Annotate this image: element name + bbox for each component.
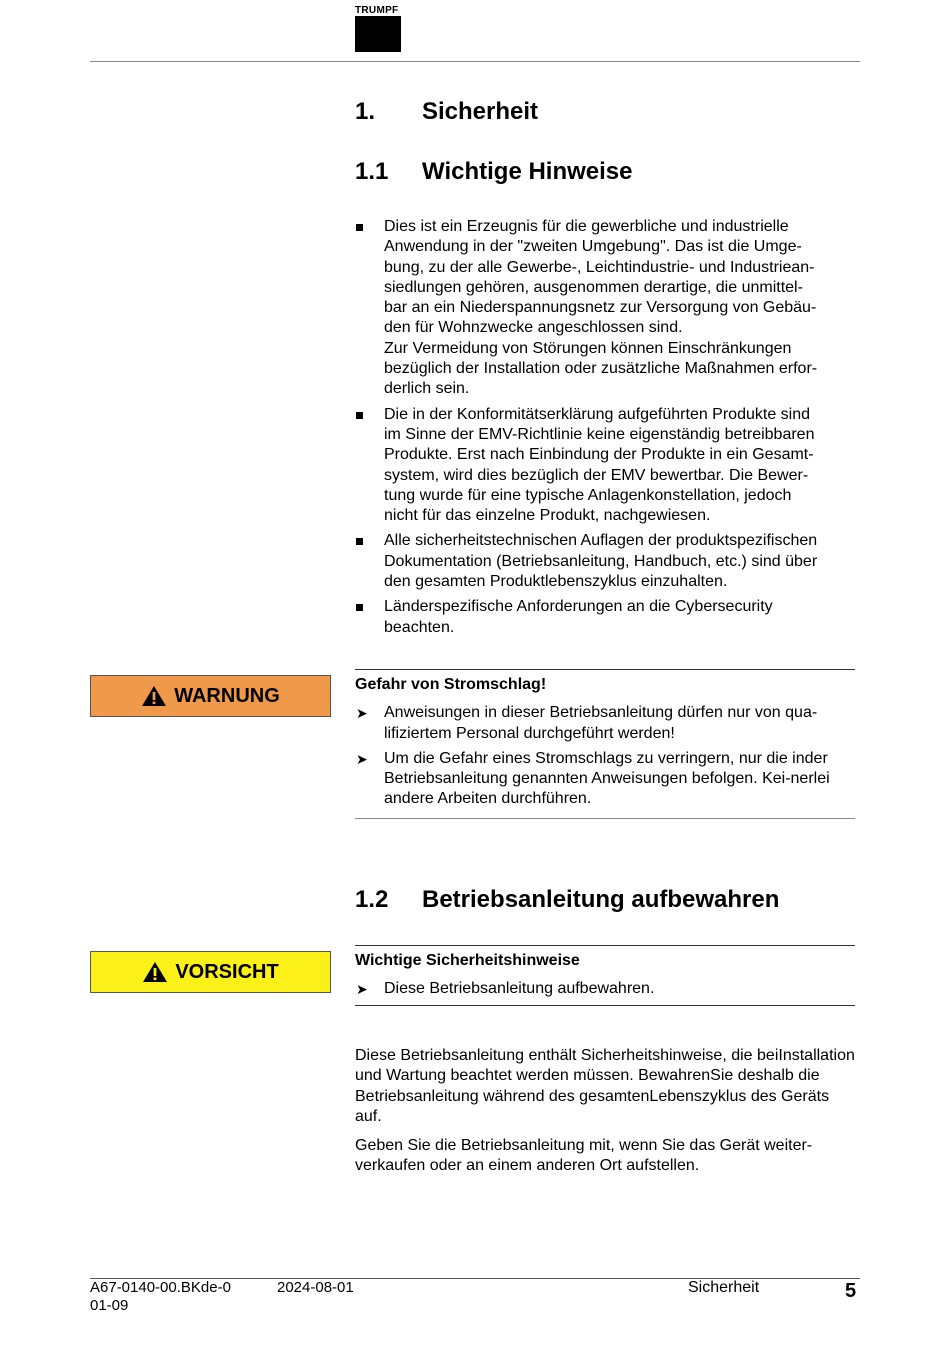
text-line: den für Wohnzwecke angeschlossen sind. [384,319,683,337]
text-line: Diese Betriebsanleitung aufbewahren. [384,980,655,998]
list-item [355,405,860,527]
caution-sign [90,951,331,993]
section-number: 1. [355,98,376,125]
text-line: den gesamten Produktlebenszyklus einzuhalten. [384,573,728,591]
box-bottom-rule [355,1005,855,1006]
bullet-square-icon [356,412,363,419]
text-line: bezüglich der Installation oder zusätzliche Maßnahmen erfor- [384,360,818,378]
logo-block [355,16,401,52]
body-text [355,1046,860,1186]
paragraph [355,1136,860,1177]
warning-triangle-icon [142,961,168,983]
text-line: bung, zu der alle Gewerbe-, Leichtindustrie- und Industriean- [384,258,815,276]
doc-id-line-1: A67-0140-00.BKde-0 [90,1279,231,1296]
text-line: verkaufen oder an einem anderen Ort aufstellen. [355,1157,700,1175]
section-heading-1-2 [355,886,779,914]
warning-title: Gefahr von Stromschlag! [355,676,547,693]
text-line: tung wurde für eine typische Anlagenkonstellation, jedoch [384,486,792,504]
box-top-rule [355,669,855,670]
text-line: siedlungen gehören, ausgenommen derartige, die unmittel- [384,278,803,296]
warning-sign [90,675,331,717]
section-heading-1-1 [355,158,633,186]
text-line: Anweisungen in dieser Betriebsanleitung dürfen nur von qua- [384,704,818,722]
text-line: bar an ein Niederspannungsnetz zur Versorgung von Gebäu- [384,299,817,317]
text-line: derlich sein. [384,380,470,398]
instruction-item [355,979,855,999]
box-bottom-rule [355,818,855,819]
warning-box [355,669,855,819]
text-line: nerlei andere Arbeiten durchführen. [384,770,830,808]
arrow-bullet-icon: ➤ [356,981,368,998]
text-line: Anwendung in der "zweiten Umgebung". Das ist die Umge- [384,238,802,256]
logo-text: TRUMPF [355,5,399,16]
section-heading-1 [355,98,538,126]
text-line: Dies ist ein Erzeugnis für die gewerbliche und industrielle [384,218,789,235]
paragraph [355,1046,860,1127]
section-number: 1.2 [355,886,389,913]
text-line: Die in der Konformitätserklärung aufgeführten Produkte sind [384,405,811,423]
text-line: beachten. [384,618,455,636]
text-line: Sie deshalb die Betriebsanleitung während des gesamten [355,1067,820,1105]
text-line: Alle sicherheitstechnischen Auflagen der produktspezifischen [384,532,818,550]
page-number: 5 [845,1280,857,1302]
text-line: im Sinne der EMV-Richtlinie keine eigenständig betreibbaren [384,425,815,443]
section-number: 1.1 [355,158,389,185]
section-title: Wichtige Hinweise [422,158,633,185]
text-line: Länderspezifische Anforderungen an die Cybersecurity [384,598,773,616]
text-line: Produkte. Erst nach Einbindung der Produkte in ein Gesamt- [384,446,814,464]
warning-label: WARNUNG [174,684,280,707]
arrow-bullet-icon: ➤ [356,705,368,722]
text-line: nicht für das einzelne Produkt, nachgewiesen. [384,507,711,525]
text-line: Installation und Wartung beachtet werden müssen. Bewahren [355,1047,855,1085]
text-line: Diese Betriebsanleitung enthält Sicherheitshinweise, die bei [355,1047,779,1064]
trumpf-logo [355,6,401,52]
list-item [355,531,860,592]
notes-list [355,217,860,643]
section-title: Sicherheit [422,98,539,125]
footer-chapter: Sicherheit [688,1279,760,1296]
doc-id-line-2: 01-09 [90,1297,129,1314]
footer-date: 2024-08-01 [277,1279,354,1296]
list-item [355,217,860,400]
header-rule [90,61,860,62]
instruction-item [355,749,855,810]
caution-label: VORSICHT [175,960,279,983]
text-line: Dokumentation (Betriebsanleitung, Handbuch, etc.) sind über [384,552,818,570]
text-line: Lebenszyklus des Geräts auf. [355,1087,830,1125]
caution-title: Wichtige Sicherheitshinweise [355,952,580,969]
box-top-rule [355,945,855,946]
arrow-bullet-icon: ➤ [356,750,368,767]
warning-triangle-icon [141,685,167,707]
bullet-square-icon [356,538,363,545]
text-line: Zur Vermeidung von Störungen können Einschränkungen [384,339,792,357]
text-line: der Betriebsanleitung genannten Anweisungen befolgen. Kei- [384,749,828,788]
text-line: lifiziertem Personal durchgeführt werden! [384,724,675,742]
text-line: Geben Sie die Betriebsanleitung mit, wenn Sie das Gerät weiter- [355,1137,813,1155]
list-item [355,597,860,638]
caution-box [355,945,855,1006]
section-title: Betriebsanleitung aufbewahren [422,886,780,913]
bullet-square-icon [356,604,363,611]
text-line: system, wird dies bezüglich der EMV bewertbar. Die Bewer- [384,466,809,484]
bullet-square-icon [356,224,363,231]
instruction-item [355,703,855,744]
footer-doc-id [90,1279,231,1315]
text-line: Um die Gefahr eines Stromschlags zu verringern, nur die in [384,749,805,767]
